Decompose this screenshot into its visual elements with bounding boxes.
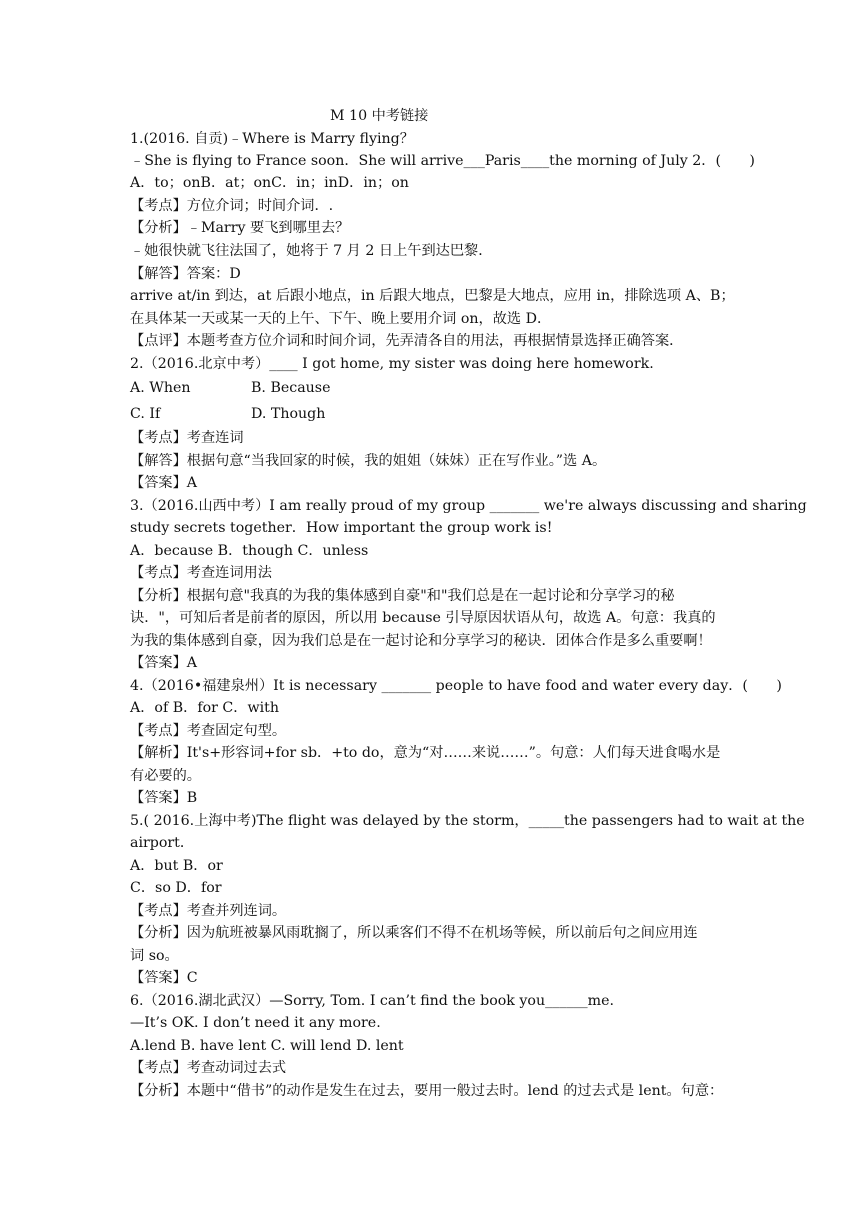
q3-answer: 【答案】A (130, 655, 197, 671)
q2-option-d: D. Though (251, 406, 326, 422)
q1-analysis: 【分析】﹣Marry 要飞到哪里去？ (130, 220, 350, 236)
q6-stem-2: —It’s OK. I don’t need it any more. (130, 1015, 381, 1031)
q6-analysis: 【分析】本题中“借书”的动作是发生在过去，要用一般过去时。lend 的过去式是 lent。句意： (130, 1083, 724, 1099)
q1-translation: ﹣她很快就飞往法国了，她将于 7 月 2 日上午到达巴黎． (130, 243, 493, 259)
q3-stem-2: study secrets together．How important the group work is! (130, 520, 553, 536)
document-title: M 10 中考链接 (330, 108, 429, 124)
q5-options-1: A．but B．or (130, 858, 223, 874)
q5-point: 【考点】考查并列连词。 (130, 903, 287, 919)
q4-point: 【考点】考查固定句型。 (130, 723, 287, 739)
q4-answer: 【答案】B (130, 790, 198, 806)
q3-stem-1: 3.（2016.山西中考）I am really proud of my group _______ we're always discussing and sharing (130, 498, 807, 514)
q1-explain-2: 在具体某一天或某一天的上午、下午、晚上要用介词 on，故选 D． (130, 311, 552, 327)
q2-option-b: B. Because (251, 380, 331, 396)
q2-option-a: A. When (130, 380, 191, 396)
q1-stem: 1.(2016. 自贡)﹣Where is Marry flying？ (130, 131, 414, 147)
q2-point: 【考点】考查连词 (130, 430, 244, 446)
q1-dialog: ﹣She is flying to France soon．She will arrive___Paris____the morning of July 2．( ) (130, 153, 755, 169)
q2-solution: 【解答】根据句意“当我回家的时候，我的姐姐（妹妹）正在写作业。”选 A。 (130, 453, 607, 469)
q3-point: 【考点】考查连词用法 (130, 565, 272, 581)
q5-options-2: C．so D．for (130, 880, 222, 896)
q3-analysis-3: 为我的集体感到自豪，因为我们总是在一起讨论和分享学习的秘诀．团体合作是多么重要啊！ (130, 633, 712, 649)
q1-options: A．to；onB．at；onC．in；inD．in；on (130, 175, 409, 191)
q5-answer: 【答案】C (130, 970, 198, 986)
q2-option-c: C. If (130, 406, 161, 422)
q4-options: A．of B．for C．with (130, 700, 279, 716)
q6-stem-1: 6.（2016.湖北武汉）—Sorry, Tom. I can’t find the book you______me. (130, 993, 615, 1009)
q3-analysis-1: 【分析】根据句意"我真的为我的集体感到自豪"和"我们总是在一起讨论和分享学习的秘 (130, 588, 675, 604)
q1-explain-1: arrive at/in 到达，at 后跟小地点，in 后跟大地点，巴黎是大地点，应用 in，排除选项 A、B； (130, 288, 735, 304)
q4-stem: 4.（2016•福建泉州）It is necessary _______ people to have food and water every day．( ) (130, 678, 782, 694)
q5-stem-2: airport． (130, 835, 195, 851)
q6-point: 【考点】考查动词过去式 (130, 1060, 287, 1076)
q3-analysis-2: 诀．"，可知后者是前者的原因，所以用 because 引导原因状语从句，故选 A。句意：我真的 (130, 610, 716, 626)
q1-comment: 【点评】本题考查方位介词和时间介词，先弄清各自的用法，再根据情景选择正确答案． (130, 333, 684, 349)
q2-answer: 【答案】A (130, 475, 197, 491)
q3-options: A．because B．though C．unless (130, 543, 369, 559)
q2-stem: 2.（2016.北京中考）____ I got home, my sister was doing here homework. (130, 356, 654, 372)
q1-answer: 【解答】答案：D (130, 266, 241, 282)
q1-point: 【考点】方位介词；时间介词．. (130, 198, 334, 214)
q4-analysis-1: 【解析】It's+形容词+for sb．+to do，意为“对……来说……”。句意：人们每天进食喝水是 (130, 745, 721, 761)
q5-analysis-2: 词 so。 (130, 948, 179, 964)
q5-analysis-1: 【分析】因为航班被暴风雨耽搁了，所以乘客们不得不在机场等候，所以前后句之间应用连 (130, 925, 698, 941)
q6-options: A.lend B. have lent C. will lend D. lent (130, 1038, 404, 1054)
q5-stem-1: 5.( 2016.上海中考)The flight was delayed by the storm，_____the passengers had to wait at the (130, 813, 805, 829)
q4-analysis-2: 有必要的。 (130, 768, 201, 784)
